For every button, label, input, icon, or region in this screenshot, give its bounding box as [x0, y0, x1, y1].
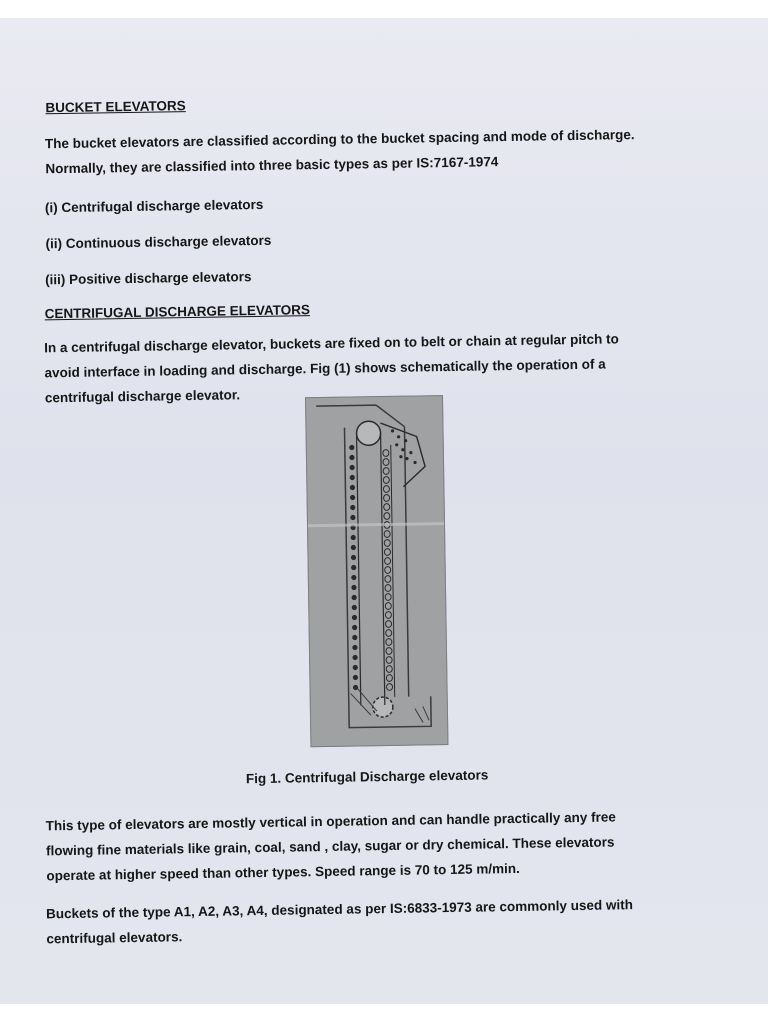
empty-bucket-icon: [385, 567, 391, 574]
heading-centrifugal: CENTRIFUGAL DISCHARGE ELEVATORS: [44, 302, 311, 322]
type-item-2: (ii) Continuous discharge elevators: [45, 232, 272, 252]
filled-bucket-icon: [352, 635, 357, 640]
elevator-diagram: [306, 396, 447, 746]
empty-bucket-icon: [385, 585, 391, 592]
para1-line-1: In a centrifugal discharge elevator, buckets are fixed on to belt or chain at regular pitch to: [44, 331, 619, 356]
empty-bucket-icon: [383, 468, 389, 475]
empty-bucket-icon: [385, 612, 391, 619]
empty-bucket-icon: [386, 675, 392, 682]
intro-line-1: The bucket elevators are classified according to the bucket spacing and mode of discharge.: [44, 127, 635, 152]
empty-bucket-icon: [384, 504, 390, 511]
filled-bucket-icon: [352, 615, 357, 620]
empty-bucket-icon: [386, 657, 392, 664]
empty-bucket-icon: [383, 486, 389, 493]
para1-line-2: avoid interface in loading and discharge. Fig (1) shows schematically the operation of a: [44, 356, 606, 381]
filled-bucket-icon: [349, 455, 354, 460]
empty-bucket-icon: [384, 540, 390, 547]
filled-bucket-icon: [351, 555, 356, 560]
filled-bucket-icon: [350, 505, 355, 510]
filled-bucket-icon: [350, 475, 355, 480]
document-page: [0, 18, 768, 1004]
figure-centrifugal-elevator: [305, 395, 448, 747]
para1-line-3: centrifugal discharge elevator.: [44, 387, 241, 406]
empty-bucket-icon: [384, 549, 390, 556]
filled-bucket-icon: [350, 515, 355, 520]
filled-bucket-icon: [351, 565, 356, 570]
filled-bucket-icon: [352, 595, 357, 600]
filled-bucket-icon: [353, 675, 358, 680]
intro-line-2: Normally, they are classified into three basic types as per IS:7167-1974: [45, 154, 499, 177]
empty-bucket-icon: [383, 477, 389, 484]
empty-bucket-icon: [386, 639, 392, 646]
empty-bucket-icon: [387, 684, 393, 691]
filled-bucket-icon: [353, 685, 358, 690]
filled-bucket-icon: [351, 545, 356, 550]
para3-line-1: Buckets of the type A1, A2, A3, A4, designated as per IS:6833-1973 are commonly used with: [45, 897, 634, 922]
para2-line-3: operate at higher speed than other types. Speed range is 70 to 125 m/min.: [46, 860, 520, 884]
empty-bucket-icon: [384, 531, 390, 538]
filled-bucket-icon: [352, 655, 357, 660]
filled-bucket-icon: [351, 585, 356, 590]
empty-bucket-icon: [383, 459, 389, 466]
type-item-3: (iii) Positive discharge elevators: [45, 269, 252, 288]
empty-bucket-icon: [383, 450, 389, 457]
filled-bucket-icon: [352, 625, 357, 630]
filled-bucket-icon: [350, 485, 355, 490]
empty-bucket-icon: [385, 558, 391, 565]
empty-bucket-icon: [384, 513, 390, 520]
empty-bucket-icon: [386, 648, 392, 655]
filled-bucket-icon: [353, 665, 358, 670]
figure-caption: Fig 1. Centrifugal Discharge elevators: [245, 767, 489, 787]
empty-bucket-icon: [386, 630, 392, 637]
type-item-1: (i) Centrifugal discharge elevators: [44, 196, 264, 216]
filled-bucket-icon: [349, 445, 354, 450]
empty-bucket-icon: [385, 603, 391, 610]
para3-line-2: centrifugal elevators.: [46, 929, 183, 947]
filled-bucket-icon: [350, 495, 355, 500]
para2-line-2: flowing fine materials like grain, coal, sand , clay, sugar or dry chemical. These elevators: [45, 834, 615, 859]
empty-bucket-icon: [384, 495, 390, 502]
filled-bucket-icon: [352, 605, 357, 610]
para2-line-1: This type of elevators are mostly vertical in operation and can handle practically any free: [45, 809, 616, 834]
heading-bucket-elevators: BUCKET ELEVATORS: [45, 98, 186, 116]
empty-bucket-icon: [386, 621, 392, 628]
filled-bucket-icon: [349, 465, 354, 470]
empty-bucket-icon: [386, 666, 392, 673]
filled-bucket-icon: [352, 645, 357, 650]
filled-bucket-icon: [351, 575, 356, 580]
empty-bucket-icon: [385, 594, 391, 601]
empty-bucket-icon: [385, 576, 391, 583]
page-content: [0, 18, 768, 1004]
filled-bucket-icon: [351, 535, 356, 540]
